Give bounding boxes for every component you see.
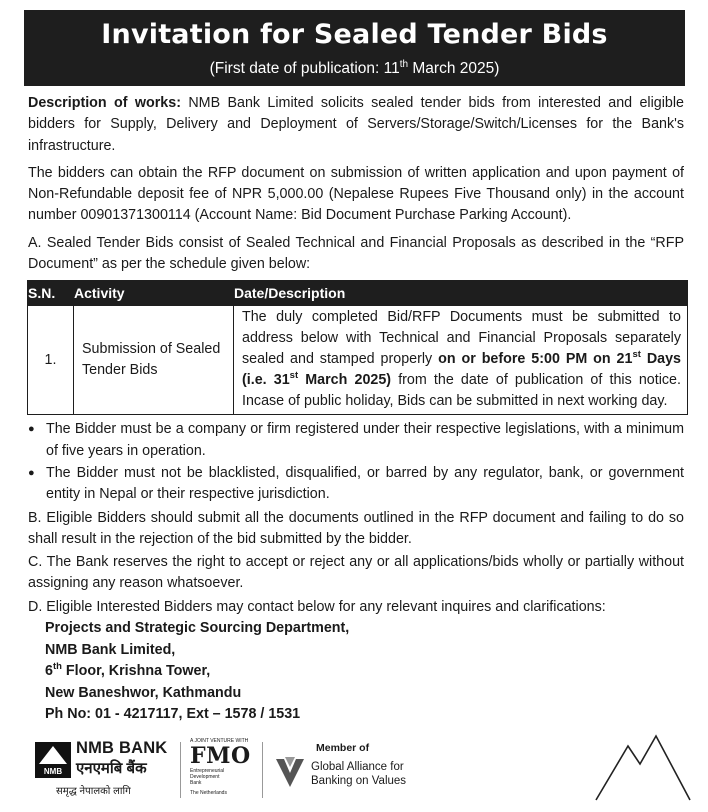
table-row <box>28 306 688 415</box>
notice-body <box>22 93 688 726</box>
table-header-row <box>28 281 688 306</box>
gabv-logo-icon <box>274 755 306 789</box>
header-activity: Activity <box>74 281 234 306</box>
nmb-bank-logo: NMB NMB BANK एनएमबि बैंक समृद्ध नेपालको लागि <box>30 738 170 804</box>
phone-number: Ph No: 01 - 4217117, Ext – 1578 / 1531 <box>45 706 301 723</box>
section-d: D. Eligible Interested Bidders may contact below for any relevant inquires and clarifications: <box>28 598 606 615</box>
section-b: B. Eligible Bidders should submit all the documents outlined in the RFP document and failing to do so shall result in the rejection of the bid submitted by the bidder. <box>28 509 684 547</box>
mountain-icon <box>592 730 692 802</box>
nmb-logo-icon: NMB <box>35 742 71 778</box>
header-date-description: Date/Description <box>234 281 688 306</box>
rfp-paragraph: The bidders can obtain the RFP document on submission of written application and upon payment of Non-Refundable deposit fee of NPR 5,000.00 (Nepalese Rupees Five Thousand only) in the account number 00901371300114 (Account Name: Bid Document Purchase Parking Account). <box>28 164 684 224</box>
schedule-table <box>27 280 688 415</box>
row-sn: 1. <box>28 306 74 415</box>
contact-address: Projects and Strategic Sourcing Department, NMB Bank Limited, 6th Floor, Krishna Tower, New Baneshwor, Kathmandu Ph No: 01 - 4217117, Ext – 1578 / 1531 <box>28 618 684 726</box>
notice-header <box>24 10 685 86</box>
section-a: A. Sealed Tender Bids consist of Sealed Technical and Financial Proposals as described in the “RFP Document” as per the schedule given below: <box>28 234 684 273</box>
section-c: C. The Bank reserves the right to accept or reject any or all applications/bids wholly or partially without assigning any reason whatsoever. <box>28 554 684 592</box>
row-description: The duly completed Bid/RFP Documents must be submitted to address below with Technical and Financial Proposals separately sealed and stamped properly on or before 5:00 PM on 21st Days (i.e. 31st March 2025) from the date of publication of this notice. Incase of public holiday, Bids can be submitted in next working day. <box>234 306 688 415</box>
notice-title: Invitation for Sealed Tender Bids <box>101 19 608 50</box>
header-sn: S.N. <box>28 281 74 306</box>
list-item: ● The Bidder must not be blacklisted, disqualified, or barred by any regulator, bank, or government entity in Nepal or their respective jurisdiction. <box>28 463 684 506</box>
footer-logos <box>30 738 690 808</box>
list-item: ● The Bidder must be a company or firm registered under their respective legislations, with a minimum of five years in operation. <box>28 419 684 462</box>
gabv-membership: Member of Global Alliance for Banking on Values <box>268 738 438 804</box>
eligibility-bullets <box>28 419 684 505</box>
fmo-logo: A JOINT VENTURE WITH FMO Entrepreneurial Development Bank The Netherlands <box>190 738 251 796</box>
description-of-works: Description of works: NMB Bank Limited solicits sealed tender bids from interested and eligible bidders for Supply, Delivery and Deployment of Servers/Storage/Switch/Licenses for the Bank's infrastructure. <box>28 95 684 154</box>
row-activity: Submission of Sealed Tender Bids <box>74 306 234 415</box>
publication-date: (First date of publication: 11th March 2025) <box>209 59 500 78</box>
